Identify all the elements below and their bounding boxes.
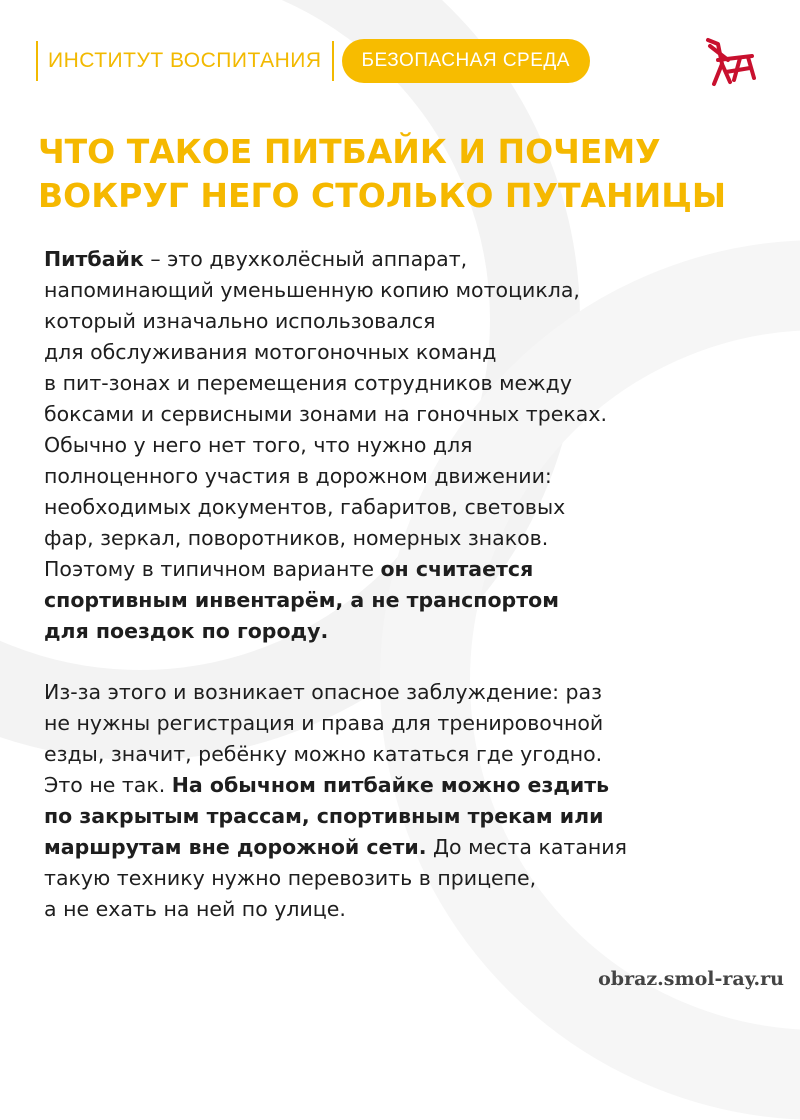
- text-fragment: Поэтому в типичном варианте: [44, 557, 381, 581]
- header: [36, 38, 590, 84]
- text-line: [44, 832, 784, 863]
- article-body: [44, 244, 784, 925]
- page-title: [38, 130, 778, 218]
- chair-logo-icon: [700, 30, 760, 90]
- paragraph-1: [44, 244, 784, 647]
- text-line: езды, значит, ребёнку можно кататься где угодно.: [44, 742, 603, 766]
- section-tag: БЕЗОПАСНАЯ СРЕДА: [342, 39, 590, 83]
- emphasis-bold: маршрутам вне дорожной сети.: [44, 835, 427, 859]
- text-line: [44, 244, 784, 275]
- text-fragment: До места катания: [426, 835, 627, 859]
- text-line: для обслуживания мотогоночных команд: [44, 340, 497, 364]
- emphasis-bold: для поездок по городу.: [44, 619, 329, 643]
- brand-name: ИНСТИТУТ ВОСПИТАНИЯ: [48, 49, 322, 72]
- text-fragment: Это не так.: [44, 773, 172, 797]
- text-line: [44, 554, 784, 585]
- term-bold: Питбайк: [44, 247, 144, 271]
- text-line: такую технику нужно перевозить в прицепе,: [44, 866, 537, 890]
- text-line: необходимых документов, габаритов, световых: [44, 495, 566, 519]
- text-line: [44, 770, 784, 801]
- text-line: боксами и сервисными зонами на гоночных треках.: [44, 402, 607, 426]
- title-line-1: ЧТО ТАКОЕ ПИТБАЙК И ПОЧЕМУ: [38, 132, 661, 171]
- text-line: [44, 585, 784, 616]
- text-line: который изначально использовался: [44, 309, 436, 333]
- text-line: [44, 616, 784, 647]
- emphasis-bold: по закрытым трассам, спортивным трекам или: [44, 804, 604, 828]
- watermark: obraz.smol-ray.ru: [598, 968, 784, 990]
- text-line: Обычно у него нет того, что нужно для: [44, 433, 473, 457]
- paragraph-2: [44, 677, 784, 925]
- emphasis-bold: он считается: [380, 557, 534, 581]
- text-line: напоминающий уменьшенную копию мотоцикла,: [44, 278, 580, 302]
- text-line: а не ехать на ней по улице.: [44, 897, 346, 921]
- title-line-2: ВОКРУГ НЕГО СТОЛЬКО ПУТАНИЦЫ: [38, 176, 727, 215]
- text-line: Из-за этого и возникает опасное заблуждение: раз: [44, 680, 602, 704]
- text-line: [44, 801, 784, 832]
- brand-divider-right: [332, 41, 334, 81]
- emphasis-bold: спортивным инвентарём, а не транспортом: [44, 588, 559, 612]
- text-line: в пит-зонах и перемещения сотрудников между: [44, 371, 572, 395]
- emphasis-bold: На обычном питбайке можно ездить: [171, 773, 610, 797]
- text-fragment: – это двухколёсный аппарат,: [143, 247, 468, 271]
- text-line: фар, зеркал, поворотников, номерных знаков.: [44, 526, 549, 550]
- text-line: полноценного участия в дорожном движении:: [44, 464, 552, 488]
- text-line: не нужны регистрация и права для тренировочной: [44, 711, 604, 735]
